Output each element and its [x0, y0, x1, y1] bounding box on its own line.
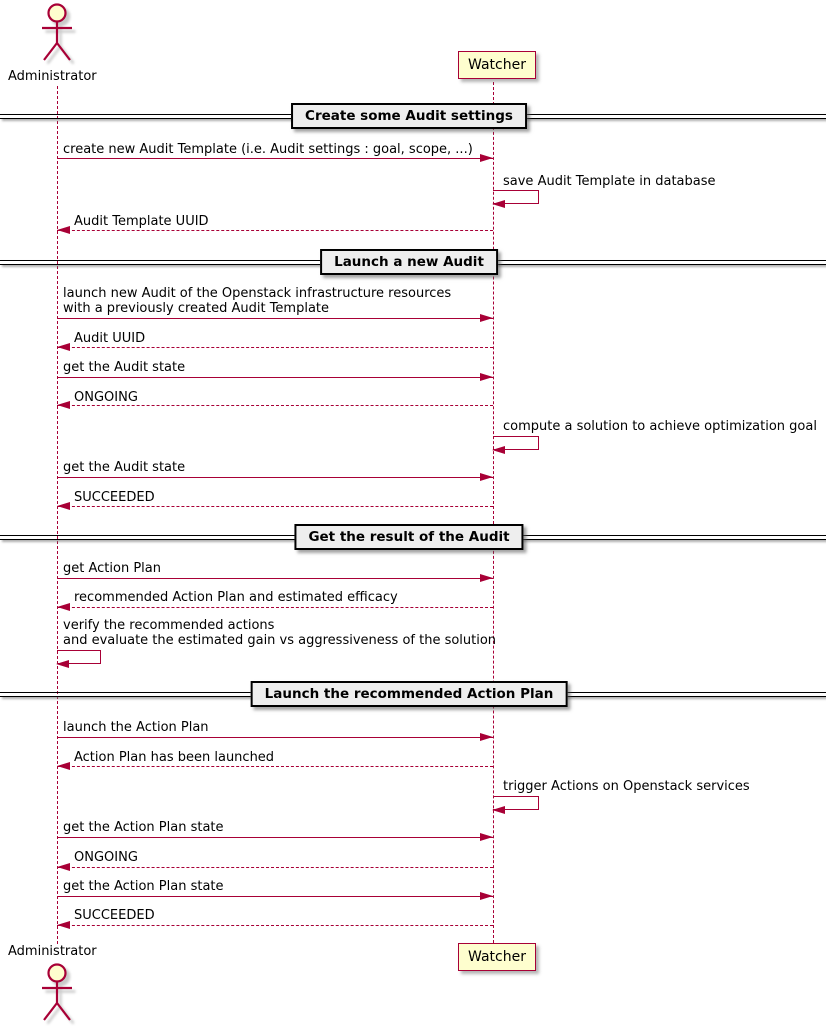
message-label-line: and evaluate the estimated gain vs aggressiveness of the solution — [63, 633, 497, 648]
message-label: get the Action Plan state — [63, 820, 224, 835]
actor-label-administrator-bottom: Administrator — [8, 944, 97, 959]
participant-watcher-top: Watcher — [458, 51, 536, 79]
self-message-loop — [493, 190, 539, 204]
lifeline-administrator — [57, 86, 58, 944]
section-divider-1: Create some Audit settings — [291, 103, 527, 129]
participant-watcher-bottom: Watcher — [458, 943, 536, 971]
message-label-line: launch new Audit of the Openstack infrastructure resources — [63, 286, 452, 301]
message-arrow-right — [57, 158, 493, 159]
message-arrow-left — [57, 506, 493, 507]
message-label: SUCCEEDED — [74, 908, 155, 923]
message-label: save Audit Template in database — [503, 174, 716, 189]
message-arrow-right — [57, 578, 493, 579]
message-label: ONGOING — [74, 850, 138, 865]
message-label-line: with a previously created Audit Template — [63, 301, 330, 316]
message-label: trigger Actions on Openstack services — [503, 779, 750, 794]
message-label: get Action Plan — [63, 561, 161, 576]
section-divider-4: Launch the recommended Action Plan — [251, 681, 568, 707]
self-message-loop — [57, 650, 101, 664]
message-label — [63, 618, 496, 648]
message-arrow-right — [57, 377, 493, 378]
section-divider-3: Get the result of the Audit — [294, 524, 523, 550]
message-label: Action Plan has been launched — [74, 750, 275, 765]
message-label-line: verify the recommended actions — [63, 618, 275, 633]
message-arrow-right — [57, 896, 493, 897]
actor-label-administrator-top: Administrator — [8, 69, 97, 84]
message-arrow-right — [57, 318, 493, 319]
message-label — [63, 286, 451, 316]
self-message-loop — [493, 436, 539, 450]
message-arrow-left — [57, 607, 493, 608]
actor-icon — [32, 2, 84, 66]
message-arrow-left — [57, 230, 493, 231]
message-label: recommended Action Plan and estimated efficacy — [74, 590, 398, 605]
message-arrow-right — [57, 837, 493, 838]
message-arrow-left — [57, 766, 493, 767]
message-label: get the Action Plan state — [63, 879, 224, 894]
message-arrow-left — [57, 867, 493, 868]
message-arrow-right — [57, 737, 493, 738]
actor-icon — [32, 960, 84, 1028]
message-label: ONGOING — [74, 390, 138, 405]
message-arrow-left — [57, 925, 493, 926]
message-arrow-left — [57, 405, 493, 406]
section-divider-2: Launch a new Audit — [320, 249, 498, 275]
message-arrow-right — [57, 477, 493, 478]
message-label: create new Audit Template (i.e. Audit settings : goal, scope, ...) — [63, 142, 473, 157]
message-label: get the Audit state — [63, 460, 186, 475]
message-label: compute a solution to achieve optimization goal — [503, 419, 817, 434]
message-label: Audit Template UUID — [74, 214, 209, 229]
message-label: Audit UUID — [74, 331, 146, 346]
message-label: SUCCEEDED — [74, 490, 155, 505]
message-label: get the Audit state — [63, 360, 186, 375]
self-message-loop — [493, 796, 539, 810]
message-label: launch the Action Plan — [63, 720, 209, 735]
message-arrow-left — [57, 347, 493, 348]
